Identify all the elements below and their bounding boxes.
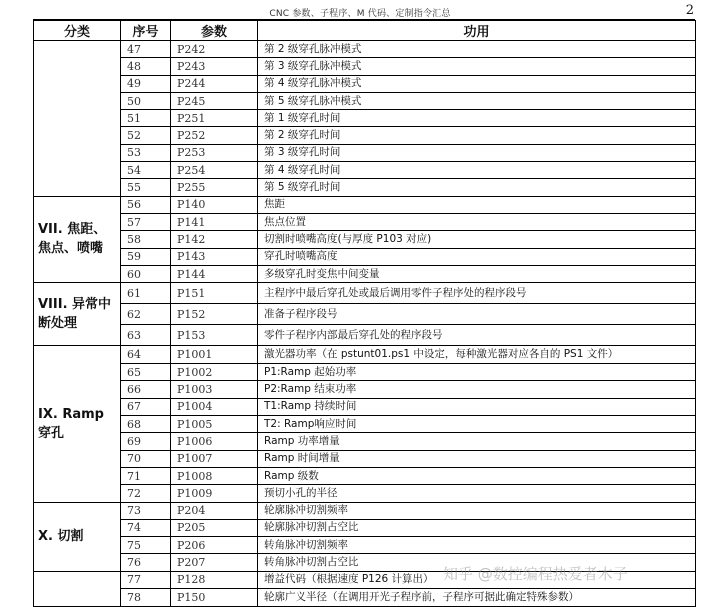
- table-row: [34, 325, 696, 346]
- row-number: 53: [121, 144, 171, 161]
- table-row: [34, 381, 696, 398]
- parameter-code: P252: [171, 127, 258, 144]
- function-description: 激光器功率（在 pstunt01.ps1 中设定，每种激光器对应各自的 PS1 文件）: [258, 346, 696, 364]
- table-body: [34, 41, 696, 607]
- table-row: [34, 231, 696, 248]
- table-row: [34, 416, 696, 433]
- table-row: [34, 75, 696, 92]
- function-description: 第 5 级穿孔时间: [258, 179, 696, 196]
- table-row: [34, 433, 696, 450]
- table-row: [34, 398, 696, 415]
- row-number: 66: [121, 381, 171, 398]
- row-number: 51: [121, 110, 171, 127]
- category-cell: [34, 571, 121, 606]
- function-description: 第 3 级穿孔脉冲模式: [258, 58, 696, 75]
- parameter-code: P144: [171, 265, 258, 282]
- parameter-code: P205: [171, 519, 258, 536]
- watermark: 知乎 @数控编程热爱者木子: [443, 565, 628, 583]
- table-row: [34, 213, 696, 230]
- parameter-code: P1009: [171, 485, 258, 502]
- table-row: [34, 144, 696, 161]
- category-cell: X. 切割: [34, 502, 121, 571]
- column-header-category: 分类: [34, 21, 121, 41]
- table-row: [34, 283, 696, 304]
- function-description: P1:Ramp 起始功率: [258, 364, 696, 381]
- parameter-code: P1008: [171, 467, 258, 484]
- row-number: 50: [121, 92, 171, 109]
- function-description: 准备子程序段号: [258, 304, 696, 325]
- parameter-code: P152: [171, 304, 258, 325]
- row-number: 58: [121, 231, 171, 248]
- table-row: [34, 92, 696, 109]
- row-number: 59: [121, 248, 171, 265]
- parameter-code: P206: [171, 537, 258, 554]
- function-description: T1:Ramp 持续时间: [258, 398, 696, 415]
- parameter-code: P142: [171, 231, 258, 248]
- row-number: 48: [121, 58, 171, 75]
- table-header-row: [34, 21, 696, 41]
- parameter-code: P207: [171, 554, 258, 571]
- function-description: T2: Ramp响应时间: [258, 416, 696, 433]
- table-row: [34, 589, 696, 607]
- parameter-code: P244: [171, 75, 258, 92]
- parameter-code: P243: [171, 58, 258, 75]
- row-number: 57: [121, 213, 171, 230]
- row-number: 77: [121, 571, 171, 588]
- function-description: 多级穿孔时变焦中间变量: [258, 265, 696, 282]
- table-row: [34, 519, 696, 536]
- function-description: 预切小孔的半径: [258, 485, 696, 502]
- category-cell: VIII. 异常中断处理: [34, 283, 121, 346]
- function-description: Ramp 功率增量: [258, 433, 696, 450]
- row-number: 72: [121, 485, 171, 502]
- function-description: 穿孔时喷嘴高度: [258, 248, 696, 265]
- column-header-number: 序号: [121, 21, 171, 41]
- row-number: 60: [121, 265, 171, 282]
- function-description: 焦距: [258, 196, 696, 213]
- row-number: 74: [121, 519, 171, 536]
- row-number: 55: [121, 179, 171, 196]
- parameter-code: P1002: [171, 364, 258, 381]
- function-description: Ramp 级数: [258, 467, 696, 484]
- table-row: [34, 162, 696, 179]
- parameter-code: P1005: [171, 416, 258, 433]
- table-row: [34, 196, 696, 213]
- function-description: 转角脉冲切割频率: [258, 537, 696, 554]
- function-description: 切割时喷嘴高度(与厚度 P103 对应): [258, 231, 696, 248]
- function-description: P2:Ramp 结束功率: [258, 381, 696, 398]
- table-row: [34, 467, 696, 484]
- row-number: 54: [121, 162, 171, 179]
- function-description: 第 4 级穿孔脉冲模式: [258, 75, 696, 92]
- row-number: 71: [121, 467, 171, 484]
- parameter-code: P245: [171, 92, 258, 109]
- function-description: Ramp 时间增量: [258, 450, 696, 467]
- row-number: 65: [121, 364, 171, 381]
- table-row: [34, 450, 696, 467]
- parameter-code: P255: [171, 179, 258, 196]
- table-row: [34, 346, 696, 364]
- row-number: 56: [121, 196, 171, 213]
- table-row: [34, 304, 696, 325]
- table-row: [34, 248, 696, 265]
- row-number: 69: [121, 433, 171, 450]
- category-cell: IX. Ramp 穿孔: [34, 346, 121, 502]
- row-number: 63: [121, 325, 171, 346]
- category-cell: VII. 焦距、焦点、喷嘴: [34, 196, 121, 282]
- row-number: 78: [121, 589, 171, 607]
- parameter-code: P1004: [171, 398, 258, 415]
- function-description: 增益代码（根据速度 P126 计算出）: [258, 571, 696, 588]
- function-description: 轮廓脉冲切割频率: [258, 502, 696, 519]
- table-row: [34, 364, 696, 381]
- function-description: 轮廓脉冲切割占空比: [258, 519, 696, 536]
- table-row: [34, 58, 696, 75]
- row-number: 68: [121, 416, 171, 433]
- function-description: 主程序中最后穿孔处或最后调用零件子程序处的程序段号: [258, 283, 696, 304]
- parameter-code: P254: [171, 162, 258, 179]
- function-description: 第 2 级穿孔脉冲模式: [258, 41, 696, 58]
- row-number: 61: [121, 283, 171, 304]
- parameter-code: P141: [171, 213, 258, 230]
- table-row: [34, 554, 696, 571]
- row-number: 70: [121, 450, 171, 467]
- parameter-code: P151: [171, 283, 258, 304]
- function-description: 第 3 级穿孔时间: [258, 144, 696, 161]
- function-description: 第 1 级穿孔时间: [258, 110, 696, 127]
- column-header-parameter: 参数: [171, 21, 258, 41]
- row-number: 52: [121, 127, 171, 144]
- function-description: 第 2 级穿孔时间: [258, 127, 696, 144]
- table-row: [34, 179, 696, 196]
- parameter-code: P1007: [171, 450, 258, 467]
- table-row: [34, 110, 696, 127]
- parameter-code: P150: [171, 589, 258, 607]
- table-row: [34, 571, 696, 588]
- parameter-code: P1006: [171, 433, 258, 450]
- column-header-function: 功用: [258, 21, 696, 41]
- table-row: [34, 502, 696, 519]
- parameter-code: P128: [171, 571, 258, 588]
- table-row: [34, 485, 696, 502]
- parameter-code: P1003: [171, 381, 258, 398]
- row-number: 67: [121, 398, 171, 415]
- parameter-code: P251: [171, 110, 258, 127]
- row-number: 47: [121, 41, 171, 58]
- parameter-code: P153: [171, 325, 258, 346]
- row-number: 76: [121, 554, 171, 571]
- function-description: 轮廓广义半径（在调用开光子程序前，子程序可据此确定特殊参数）: [258, 589, 696, 607]
- row-number: 62: [121, 304, 171, 325]
- row-number: 49: [121, 75, 171, 92]
- table-row: [34, 41, 696, 58]
- row-number: 64: [121, 346, 171, 364]
- function-description: 转角脉冲切割占空比: [258, 554, 696, 571]
- row-number: 73: [121, 502, 171, 519]
- table-row: [34, 265, 696, 282]
- table-row: [34, 127, 696, 144]
- header-title: CNC 参数、子程序、M 代码、定制指令汇总: [269, 9, 451, 19]
- function-description: 第 5 级穿孔脉冲模式: [258, 92, 696, 109]
- row-number: 75: [121, 537, 171, 554]
- page-header: [0, 0, 720, 20]
- function-description: 焦点位置: [258, 213, 696, 230]
- function-description: 零件子程序内部最后穿孔处的程序段号: [258, 325, 696, 346]
- parameter-code: P253: [171, 144, 258, 161]
- page-number: 2: [685, 3, 694, 18]
- category-cell: [34, 41, 121, 197]
- table-row: [34, 537, 696, 554]
- function-description: 第 4 级穿孔时间: [258, 162, 696, 179]
- parameter-code: P1001: [171, 346, 258, 364]
- parameter-code: P140: [171, 196, 258, 213]
- parameter-code: P204: [171, 502, 258, 519]
- parameter-code: P242: [171, 41, 258, 58]
- parameter-table: [33, 20, 696, 607]
- parameter-code: P143: [171, 248, 258, 265]
